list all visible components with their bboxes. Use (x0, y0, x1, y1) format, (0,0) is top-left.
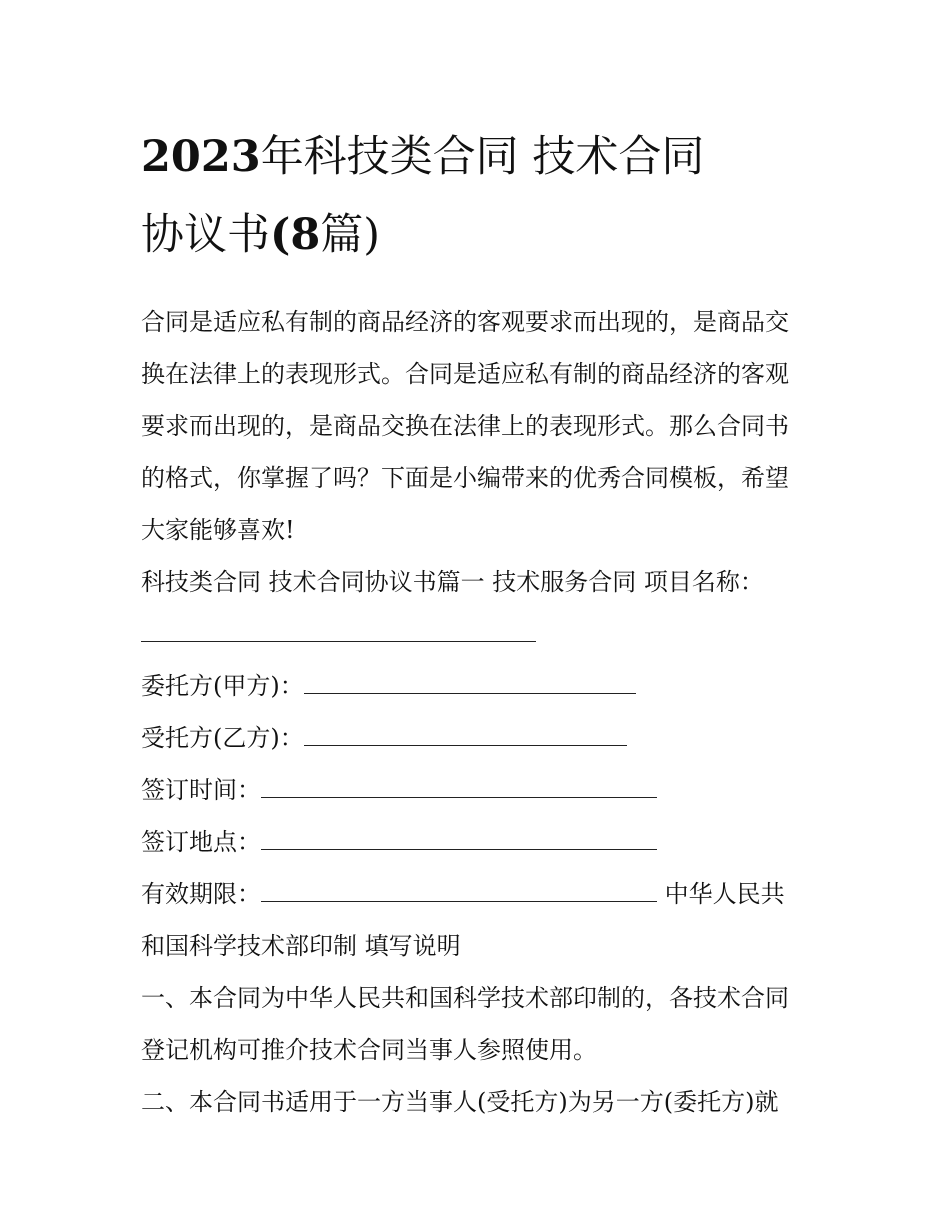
document-title (141, 118, 821, 274)
field-client (141, 660, 821, 712)
field-contractor (141, 712, 821, 764)
printer-line (141, 920, 821, 972)
field-sign-place (141, 816, 821, 868)
intro-paragraph (141, 296, 821, 556)
sign-place-blank (261, 819, 657, 850)
section-heading-text: 科技类合同 技术合同协议书篇一 技术服务合同 项目名称： (141, 568, 764, 596)
field-valid-period (141, 868, 821, 920)
note-line: 登记机构可推介技术合同当事人参照使用。 (141, 1036, 597, 1064)
printer-line-text: 和国科学技术部印制 填写说明 (141, 932, 461, 960)
client-label: 委托方(甲方)： (141, 672, 304, 700)
intro-line: 合同是适应私有制的商品经济的客观要求而出现的，是商品交 (141, 308, 789, 336)
note-line: 一、本合同为中华人民共和国科学技术部印制的，各技术合同 (141, 984, 789, 1012)
title-year: 2023 (141, 132, 261, 182)
intro-line: 要求而出现的，是商品交换在法律上的表现形式。那么合同书 (141, 412, 789, 440)
intro-line: 的格式，你掌握了吗？下面是小编带来的优秀合同模板，希望 (141, 464, 789, 492)
contractor-label: 受托方(乙方)： (141, 724, 304, 752)
title-text-2b: 篇) (320, 210, 381, 260)
intro-line: 换在法律上的表现形式。合同是适应私有制的商品经济的客观 (141, 360, 789, 388)
field-sign-time (141, 764, 821, 816)
valid-period-blank (261, 871, 657, 902)
title-line-1 (141, 118, 821, 196)
sign-place-label: 签订地点： (141, 828, 261, 856)
title-text-1: 年科技类合同 技术合同 (260, 132, 705, 182)
title-count: (8 (270, 210, 321, 260)
sign-time-label: 签订时间： (141, 776, 261, 804)
title-text-2a: 协议书 (141, 210, 270, 260)
valid-period-label: 有效期限： (141, 880, 261, 908)
note-line: 二、本合同书适用于一方当事人(受托方)为另一方(委托方)就 (141, 1088, 779, 1116)
client-blank (304, 663, 636, 694)
contractor-blank (304, 715, 627, 746)
valid-period-trailing-text: 中华人民共 (657, 880, 785, 908)
project-name-blank (141, 611, 536, 642)
document-page (141, 118, 821, 1128)
intro-line: 大家能够喜欢! (141, 516, 295, 544)
document-body (141, 296, 821, 1128)
sign-time-blank (261, 767, 657, 798)
section-heading (141, 556, 821, 660)
title-line-2 (141, 196, 821, 274)
notes-paragraph (141, 972, 821, 1128)
project-name-blank-line (141, 608, 821, 660)
